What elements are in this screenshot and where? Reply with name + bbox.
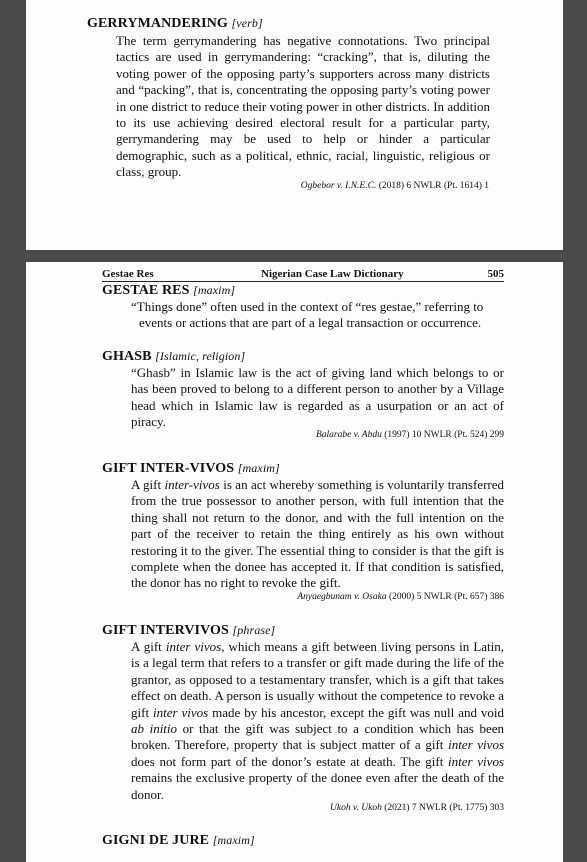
- headword-term: GIFT INTERVIVOS: [102, 623, 229, 638]
- citation-reference: (2000) 5 NWLR (Pt. 657) 386: [388, 592, 504, 602]
- definition-text: A gift: [131, 639, 166, 654]
- citation-case-name: Balarabe v. Abdu: [315, 430, 382, 440]
- headword-term: GIGNI DE JURE: [102, 833, 210, 848]
- headword-tag: [maxim]: [237, 461, 280, 475]
- citation-case-name: Ukoh v. Ukoh: [330, 803, 382, 813]
- case-citation: [316, 430, 504, 440]
- headword-term: GESTAE RES: [102, 283, 190, 298]
- entry-definition: [131, 477, 504, 592]
- definition-emphasis: ab initio: [131, 721, 178, 737]
- citation-reference: (2021) 7 NWLR (Pt. 1775) 303: [384, 803, 504, 813]
- headword-tag: [phrase]: [232, 623, 276, 637]
- definition-emphasis: inter vivos: [448, 737, 504, 753]
- citation-case-name: Anyaegbunam v. Osaka: [297, 592, 387, 602]
- entry-definition: “Things done” often used in the context of “res gestae,” referring to events or actions that are part of a legal transaction or occurrence.: [131, 299, 484, 331]
- previous-page: [26, 0, 563, 250]
- definition-text: , which means a gift between living persons in Latin, is a legal term that refers to a transfer or gift made during the life of the grantor, as opposed to a testamentary transfer, which is a gift that takes effect on death. A person is usually without the competence to revoke a gift: [131, 639, 505, 720]
- entry-headword: [102, 623, 275, 639]
- entry-definition: [131, 639, 504, 803]
- citation-reference: (2018) 6 NWLR (Pt. 1614) 1: [378, 181, 489, 191]
- entry-definition: The term gerrymandering has negative connotations. Two principal tactics are used in gerrymandering: “cracking”, that is, diluting the voting power of the opposing party’s supporters across many districts and “packing”, that is, concentrating the opposing party’s voting power in one district to reduce their voting power in other districts. In addition to its use achieving desired electoral result for a particular party, gerrymandering may be used to help or hinder a particular demographic, such as a political, ethnic, racial, linguistic, religious or class, group.: [116, 33, 490, 180]
- definition-text: is an act whereby something is voluntarily transferred from the true possessor to another person, with full intention that the thing shall not return to the donor, and with the full intention on the part of the receiver to retain the thing entirely as his own without restoring it to the giver. The essential thing to consider is that the gift is complete when the donee has accepted it. If that condition is satisfied, the donor has no right to revoke the gift.: [131, 477, 505, 591]
- running-head-title: Nigerian Case Law Dictionary: [261, 268, 404, 280]
- headword-tag: [maxim]: [193, 283, 236, 297]
- case-citation: [297, 592, 504, 602]
- definition-emphasis: inter-vivos: [164, 477, 220, 492]
- definition-emphasis: inter vivos: [165, 639, 222, 654]
- headword-term: GHASB: [102, 349, 152, 364]
- citation-case-name: Ogbebor v. I.N.E.C.: [300, 181, 377, 191]
- running-head-left: Gestae Res: [102, 268, 154, 280]
- entry-headword: [102, 349, 245, 365]
- case-citation: [301, 181, 489, 191]
- page-number: 505: [487, 268, 504, 280]
- definition-text: does not form part of the donor’s estate at death. The gift: [131, 753, 449, 769]
- entry-headword: [87, 16, 263, 32]
- entry-headword: [102, 833, 255, 849]
- definition-emphasis: inter vivos: [448, 753, 505, 769]
- entry-definition: “Ghasb” in Islamic law is the act of giving land which belongs to or has been proved to belong to a different person to another by a Village head which in Islamic law is regarded as a usurpation or an act of piracy.: [131, 365, 504, 430]
- definition-emphasis: inter vivos: [153, 704, 209, 720]
- running-head: [102, 265, 504, 282]
- definition-text: A gift: [131, 477, 165, 492]
- headword-term: GIFT INTER-VIVOS: [102, 461, 235, 476]
- entry-headword: [102, 461, 280, 477]
- definition-text: remains the exclusive property of the donee even after the death of the donor.: [131, 770, 504, 802]
- current-page: [26, 262, 563, 862]
- case-citation: [330, 803, 504, 813]
- entry-headword: [102, 283, 235, 299]
- headword-tag: [verb]: [231, 16, 263, 30]
- definition-text: or that the gift was subject to a condition which has been broken. Therefore, property that is subject matter of a gift: [131, 721, 504, 753]
- headword-tag: [Islamic, religion]: [155, 349, 246, 363]
- headword-tag: [maxim]: [212, 833, 255, 847]
- definition-text: made by his ancestor, except the gift was null and void: [208, 704, 505, 720]
- citation-reference: (1997) 10 NWLR (Pt. 524) 299: [384, 430, 504, 440]
- headword-term: GERRYMANDERING: [87, 16, 228, 31]
